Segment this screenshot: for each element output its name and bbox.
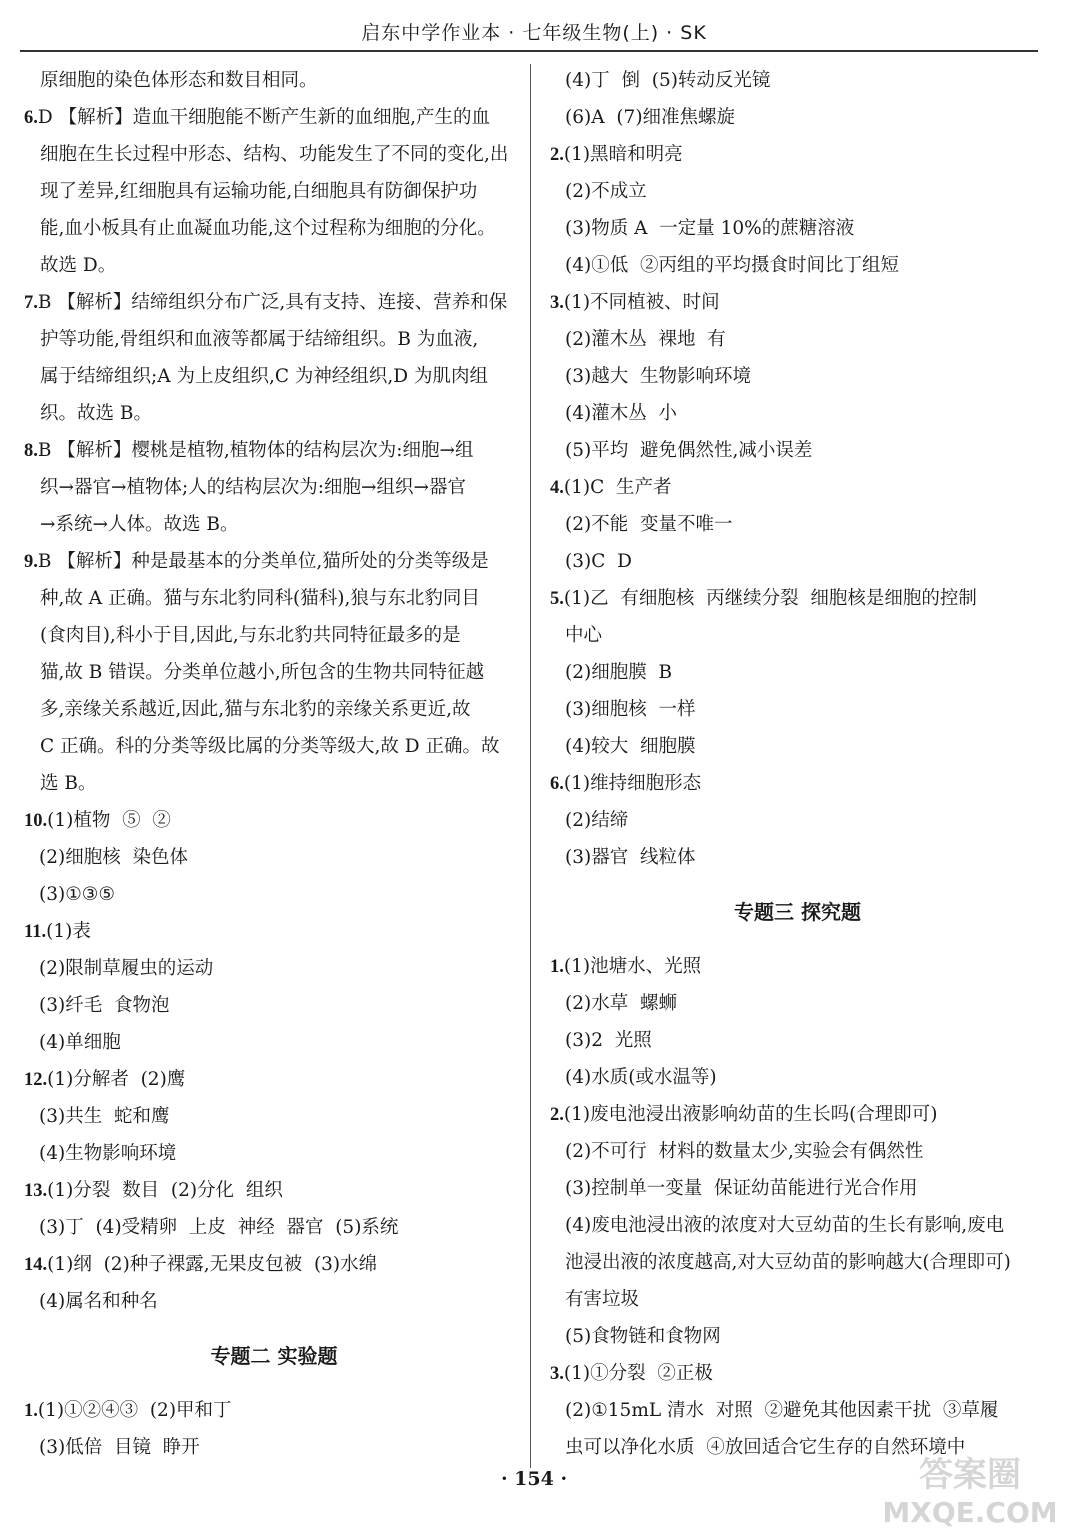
item-number: 9.	[24, 552, 38, 572]
svg-text:MXQE.COM: MXQE.COM	[882, 1496, 1058, 1529]
answer-item	[24, 1172, 524, 1209]
answer-line	[550, 321, 1045, 358]
answer-line	[550, 802, 1045, 839]
answer-text: (1)黑暗和明亮	[563, 144, 683, 165]
answer-text: B 【解析】樱桃是植物,植物体的结构层次为:细胞→组	[37, 440, 474, 461]
answer-line	[550, 506, 1045, 543]
answer-line	[550, 1281, 1045, 1318]
item-number: 11.	[24, 922, 47, 942]
answer-text: (1)乙 有细胞核 丙继续分裂 细胞核是细胞的控制	[563, 588, 977, 609]
item-number: 8.	[24, 441, 38, 461]
answer-text: (2)水草 螺蛳	[565, 993, 677, 1014]
answer-text: (3)控制单一变量 保证幼苗能进行光合作用	[565, 1178, 918, 1199]
answer-line	[550, 1059, 1045, 1096]
answer-text: 猫,故 B 错误。分类单位越小,所包含的生物共同特征越	[40, 662, 485, 683]
answer-text: 现了差异,红细胞具有运输功能,白细胞具有防御保护功	[40, 181, 478, 202]
answer-text: (3)越大 生物影响环境	[565, 366, 751, 387]
section-title: 专题二 实验题	[210, 1344, 338, 1368]
answer-text: (1)废电池浸出液影响幼苗的生长吗(合理即可)	[563, 1104, 938, 1125]
answer-text: (5)平均 避免偶然性,减小误差	[565, 440, 813, 461]
answer-line	[550, 173, 1045, 210]
answer-text: (2)不能 变量不唯一	[565, 514, 733, 535]
item-number: 12.	[24, 1070, 48, 1090]
answer-item	[24, 913, 524, 950]
answer-line	[24, 62, 524, 99]
item-number: 6.	[24, 108, 38, 128]
answer-item	[550, 1096, 1045, 1133]
answer-text: (1)分解者 (2)鹰	[47, 1069, 186, 1090]
answer-text: 属于结缔组织;A 为上皮组织,C 为神经组织,D 为肌肉组	[40, 366, 488, 387]
answer-text: (2)限制草履虫的运动	[39, 958, 214, 979]
answer-item	[550, 948, 1045, 985]
answer-line	[550, 62, 1045, 99]
item-number: 13.	[24, 1181, 48, 1201]
svg-text:答案圈: 答案圈	[919, 1455, 1021, 1495]
answer-text: (1)维持细胞形态	[563, 773, 702, 794]
answer-text: (2)细胞膜 B	[565, 662, 673, 683]
answer-item	[24, 1061, 524, 1098]
answer-line	[550, 543, 1045, 580]
answer-line	[550, 247, 1045, 284]
answer-line	[550, 1392, 1045, 1429]
item-number: 1.	[550, 957, 564, 977]
answer-text: B 【解析】种是最基本的分类单位,猫所处的分类等级是	[37, 551, 489, 572]
answer-line	[550, 1170, 1045, 1207]
item-number: 3.	[550, 1364, 564, 1384]
item-number: 5.	[550, 589, 564, 609]
answer-text: (4)属名和种名	[39, 1291, 158, 1312]
answer-text: (1)①分裂 ②正极	[563, 1363, 713, 1384]
answer-line	[24, 1098, 524, 1135]
answer-text: 虫可以净化水质 ④放回适合它生存的自然环境中	[565, 1437, 966, 1458]
answer-line	[550, 1207, 1045, 1244]
watermark-logo	[880, 1448, 1060, 1532]
answer-line	[550, 99, 1045, 136]
answer-line	[550, 617, 1045, 654]
answer-text: C 正确。科的分类等级比属的分类等级大,故 D 正确。故	[40, 736, 500, 757]
answer-text: (1)植物 ⑤ ②	[47, 810, 171, 831]
answer-line	[24, 1429, 524, 1466]
answer-text: (5)食物链和食物网	[565, 1326, 721, 1347]
answer-text: (2)细胞核 染色体	[39, 847, 188, 868]
answer-text: (3)细胞核 一样	[565, 699, 696, 720]
answer-text: (4)灌木丛 小	[565, 403, 677, 424]
item-number: 2.	[550, 1105, 564, 1125]
answer-item	[24, 802, 524, 839]
answer-text: (2)不可行 材料的数量太少,实验会有偶然性	[565, 1141, 924, 1162]
answer-text: (1)分裂 数目 (2)分化 组织	[47, 1180, 283, 1201]
answer-text: 护等功能,骨组织和血液等都属于结缔组织。B 为血液,	[40, 329, 479, 350]
answer-item	[24, 284, 524, 321]
answer-text: (3)C D	[565, 551, 632, 572]
answer-line	[24, 617, 524, 654]
answer-line	[550, 728, 1045, 765]
answer-line	[550, 1244, 1045, 1281]
answer-text: (2)不成立	[565, 181, 647, 202]
page-number: · 154 ·	[500, 1468, 568, 1490]
answer-text: (4)丁 倒 (5)转动反光镜	[565, 70, 771, 91]
answer-text: (1)表	[46, 921, 91, 942]
answer-text: 多,亲缘关系越近,因此,猫与东北豹的亲缘关系更近,故	[40, 699, 471, 720]
column-divider	[530, 64, 531, 1468]
item-number: 2.	[550, 145, 564, 165]
section-title: 专题三 探究题	[734, 900, 861, 924]
answer-text: 有害垃圾	[565, 1289, 640, 1310]
answer-line	[24, 654, 524, 691]
answer-text: (1)①②④③ (2)甲和丁	[37, 1400, 232, 1421]
answer-line	[24, 691, 524, 728]
answer-text: (3)器官 线粒体	[565, 847, 696, 868]
answer-text: (3)2 光照	[565, 1030, 652, 1051]
answer-text: 细胞在生长过程中形态、结构、功能发生了不同的变化,出	[40, 144, 509, 165]
answer-text: (4)单细胞	[39, 1032, 121, 1053]
answer-text: (1)不同植被、时间	[563, 292, 720, 313]
answer-text: 故选 D。	[40, 255, 117, 276]
answer-line	[24, 580, 524, 617]
answer-text: 能,血小板具有止血凝血功能,这个过程称为细胞的分化。	[40, 218, 496, 239]
answer-text: 池浸出液的浓度越高,对大豆幼苗的影响越大(合理即可)	[565, 1252, 1011, 1273]
answer-line	[24, 1283, 524, 1320]
answer-line	[24, 321, 524, 358]
page-header: 启东中学作业本 · 七年级生物(上) · SK	[361, 22, 707, 44]
answer-line	[24, 839, 524, 876]
answer-text: (3)纤毛 食物泡	[39, 995, 170, 1016]
answer-item	[24, 1392, 524, 1429]
answer-text: (3)丁 (4)受精卵 上皮 神经 器官 (5)系统	[39, 1217, 399, 1238]
answer-line	[550, 1022, 1045, 1059]
answer-item	[24, 99, 524, 136]
answer-text: →系统→人体。故选 B。	[40, 514, 239, 535]
answer-text: (4)①低 ②丙组的平均摄食时间比丁组短	[565, 255, 899, 276]
answer-line	[24, 395, 524, 432]
item-number: 6.	[550, 774, 564, 794]
answer-item	[550, 469, 1045, 506]
left-column	[24, 62, 524, 1466]
answer-line	[550, 1318, 1045, 1355]
answer-line	[550, 358, 1045, 395]
answer-text: (6)A (7)细准焦螺旋	[565, 107, 736, 128]
answer-line	[550, 210, 1045, 247]
answer-text: (4)生物影响环境	[39, 1143, 177, 1164]
answer-line	[24, 1135, 524, 1172]
answer-line	[550, 654, 1045, 691]
answer-text: (3)共生 蛇和鹰	[39, 1106, 170, 1127]
answer-line	[24, 950, 524, 987]
item-number: 3.	[550, 293, 564, 313]
answer-text: (1)C 生产者	[563, 477, 672, 498]
answer-text: 织。故选 B。	[40, 403, 152, 424]
answer-item	[24, 543, 524, 580]
answer-text: D 【解析】造血干细胞能不断产生新的血细胞,产生的血	[37, 107, 490, 128]
answer-text: 种,故 A 正确。猫与东北豹同科(猫科),狼与东北豹同目	[40, 588, 480, 609]
answer-text: (2)灌木丛 裸地 有	[565, 329, 726, 350]
answer-text: (4)水质(或水温等)	[565, 1067, 717, 1088]
answer-line	[24, 136, 524, 173]
answer-item	[550, 136, 1045, 173]
answer-text: (2)①15mL 清水 对照 ②避免其他因素干扰 ③草履	[565, 1400, 999, 1421]
answer-line	[550, 985, 1045, 1022]
answer-line	[24, 876, 524, 913]
answer-item	[550, 1355, 1045, 1392]
answer-text: B 【解析】结缔组织分布广泛,具有支持、连接、营养和保	[37, 292, 508, 313]
answer-line	[24, 247, 524, 284]
item-number: 14.	[24, 1255, 48, 1275]
header-rule	[20, 50, 1038, 52]
answer-item	[550, 284, 1045, 321]
answer-text: (3)低倍 目镜 睁开	[39, 1437, 200, 1458]
answer-text: (3)物质 A 一定量 10%的蔗糖溶液	[565, 218, 855, 239]
answer-line	[24, 210, 524, 247]
answer-text: (1)池塘水、光照	[563, 956, 702, 977]
answer-text: (4)废电池浸出液的浓度对大豆幼苗的生长有影响,废电	[565, 1215, 1005, 1236]
answer-line	[550, 839, 1045, 876]
answer-line	[24, 728, 524, 765]
answer-line	[24, 1024, 524, 1061]
answer-line	[24, 987, 524, 1024]
right-column	[550, 62, 1045, 1466]
answer-line	[550, 1133, 1045, 1170]
answer-item	[24, 432, 524, 469]
answer-line	[24, 506, 524, 543]
answer-line	[24, 469, 524, 506]
item-number: 4.	[550, 478, 564, 498]
answer-item	[550, 765, 1045, 802]
item-number: 1.	[24, 1401, 38, 1421]
answer-line	[24, 358, 524, 395]
answer-line	[550, 691, 1045, 728]
answer-line	[24, 1209, 524, 1246]
answer-line	[550, 395, 1045, 432]
answer-line	[24, 173, 524, 210]
item-number: 10.	[24, 811, 48, 831]
answer-text: (1)纲 (2)种子裸露,无果皮包被 (3)水绵	[47, 1254, 378, 1275]
answer-text: 中心	[565, 625, 603, 646]
answer-line	[24, 765, 524, 802]
answer-item	[24, 1246, 524, 1283]
answer-text: 选 B。	[40, 773, 97, 794]
answer-text: (食肉目),科小于目,因此,与东北豹共同特征最多的是	[40, 625, 461, 646]
item-number: 7.	[24, 293, 38, 313]
answer-text: (3)①③⑤	[39, 884, 115, 905]
answer-line	[550, 432, 1045, 469]
answer-text: 织→器官→植物体;人的结构层次为:细胞→组织→器官	[40, 477, 466, 498]
answer-item	[550, 580, 1045, 617]
answer-text: 原细胞的染色体形态和数目相同。	[40, 70, 318, 91]
answer-text: (2)结缔	[565, 810, 629, 831]
answer-text: (4)较大 细胞膜	[565, 736, 696, 757]
